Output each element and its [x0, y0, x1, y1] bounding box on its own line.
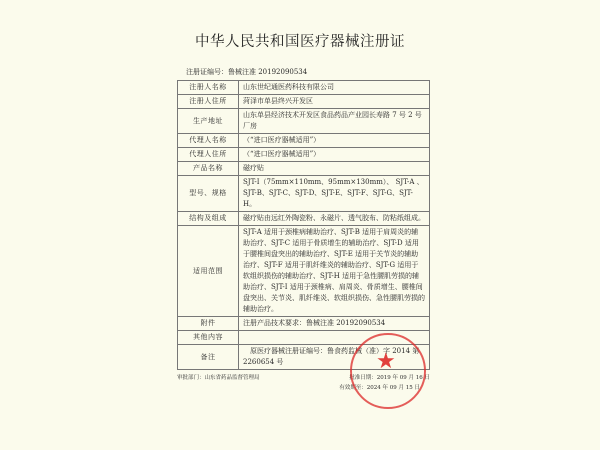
row-label: 备注	[178, 345, 239, 370]
row-value: （“进口医疗器械适用”）	[239, 148, 430, 162]
table-row	[178, 162, 430, 176]
row-label: 注册人名称	[178, 81, 239, 95]
row-label: 代理人名称	[178, 134, 239, 148]
row-label: 注册人住所	[178, 95, 239, 109]
row-value: （“进口医疗器械适用”）	[239, 134, 430, 148]
table-row	[178, 345, 430, 370]
certificate-body	[177, 80, 430, 393]
row-label: 附件	[178, 317, 239, 331]
table-row	[178, 212, 430, 226]
row-value: SJT-A 适用于颈椎病辅助治疗、SJT-B 适用于肩周炎的辅助治疗、SJT-C 适用于骨质增生的辅助治疗、SJT-D 适用于腰椎间盘突出的辅助治疗、SJT-E 适用于关节炎的辅助治疗、SJT-F 适用于肌纤维炎的辅助治疗、SJT-G 适用于软组织损伤的辅助治疗、SJT-H 适用于急性腰肌劳损的辅助治疗、SJT-I 适用于颈椎病、肩周炎、骨质增生、腰椎间盘突出、关节炎、肌纤维炎、软组织损伤、急性腰肌劳损的辅助治疗。	[239, 226, 430, 317]
certificate-title: 中华人民共和国医疗器械注册证	[195, 34, 405, 50]
row-value: 山东单县经济技术开发区食品药品产业园长寿路 7 号 2 号厂房	[239, 109, 430, 134]
row-label: 代理人住所	[178, 148, 239, 162]
table-row	[178, 95, 430, 109]
table-row	[178, 226, 430, 317]
certificate-table	[177, 80, 430, 370]
row-value: 磁疗贴	[239, 162, 430, 176]
table-row	[178, 81, 430, 95]
table-row	[178, 134, 430, 148]
row-label: 产品名称	[178, 162, 239, 176]
approval-date: 批准日期：2019 年 09 月 16 日	[349, 375, 430, 381]
row-value	[239, 331, 430, 345]
row-label: 结构及组成	[178, 212, 239, 226]
table-row	[178, 109, 430, 134]
table-row	[178, 176, 430, 212]
table-row	[178, 317, 430, 331]
row-value: 菏泽市单县终兴开发区	[239, 95, 430, 109]
table-row	[178, 148, 430, 162]
row-label: 生产地址	[178, 109, 239, 134]
valid-until: 有效期至：2024 年 09 月 15 日	[339, 385, 420, 391]
row-value: 原医疗器械注册证编号：鲁食药监械（准）字 2014 第 2260654 号	[239, 345, 430, 370]
row-value: SJT-I（75mm×110mm、95mm×130mm）、 SJT-A 、SJT-B、SJT-C、SJT-D、SJT-E、SJT-F、SJT-G、SJT-H。	[239, 176, 430, 212]
row-value: 磁疗贴由远红外陶瓷粉、永磁片、透气胶布、防粘纸组成。	[239, 212, 430, 226]
row-label: 其他内容	[178, 331, 239, 345]
registration-number: 注册证编号：鲁械注准 20192090534	[186, 68, 308, 76]
table-row	[178, 331, 430, 345]
row-label: 适用范围	[178, 226, 239, 317]
star-icon: ★	[376, 349, 396, 374]
row-label: 型号、规格	[178, 176, 239, 212]
row-value: 山东世纪通医药科技有限公司	[239, 81, 430, 95]
certificate-footer	[177, 373, 430, 393]
approval-authority: 审批部门：山东省药品监督管理局	[177, 375, 260, 381]
row-value: 注册产品技术要求：鲁械注准 20192090534	[239, 317, 430, 331]
